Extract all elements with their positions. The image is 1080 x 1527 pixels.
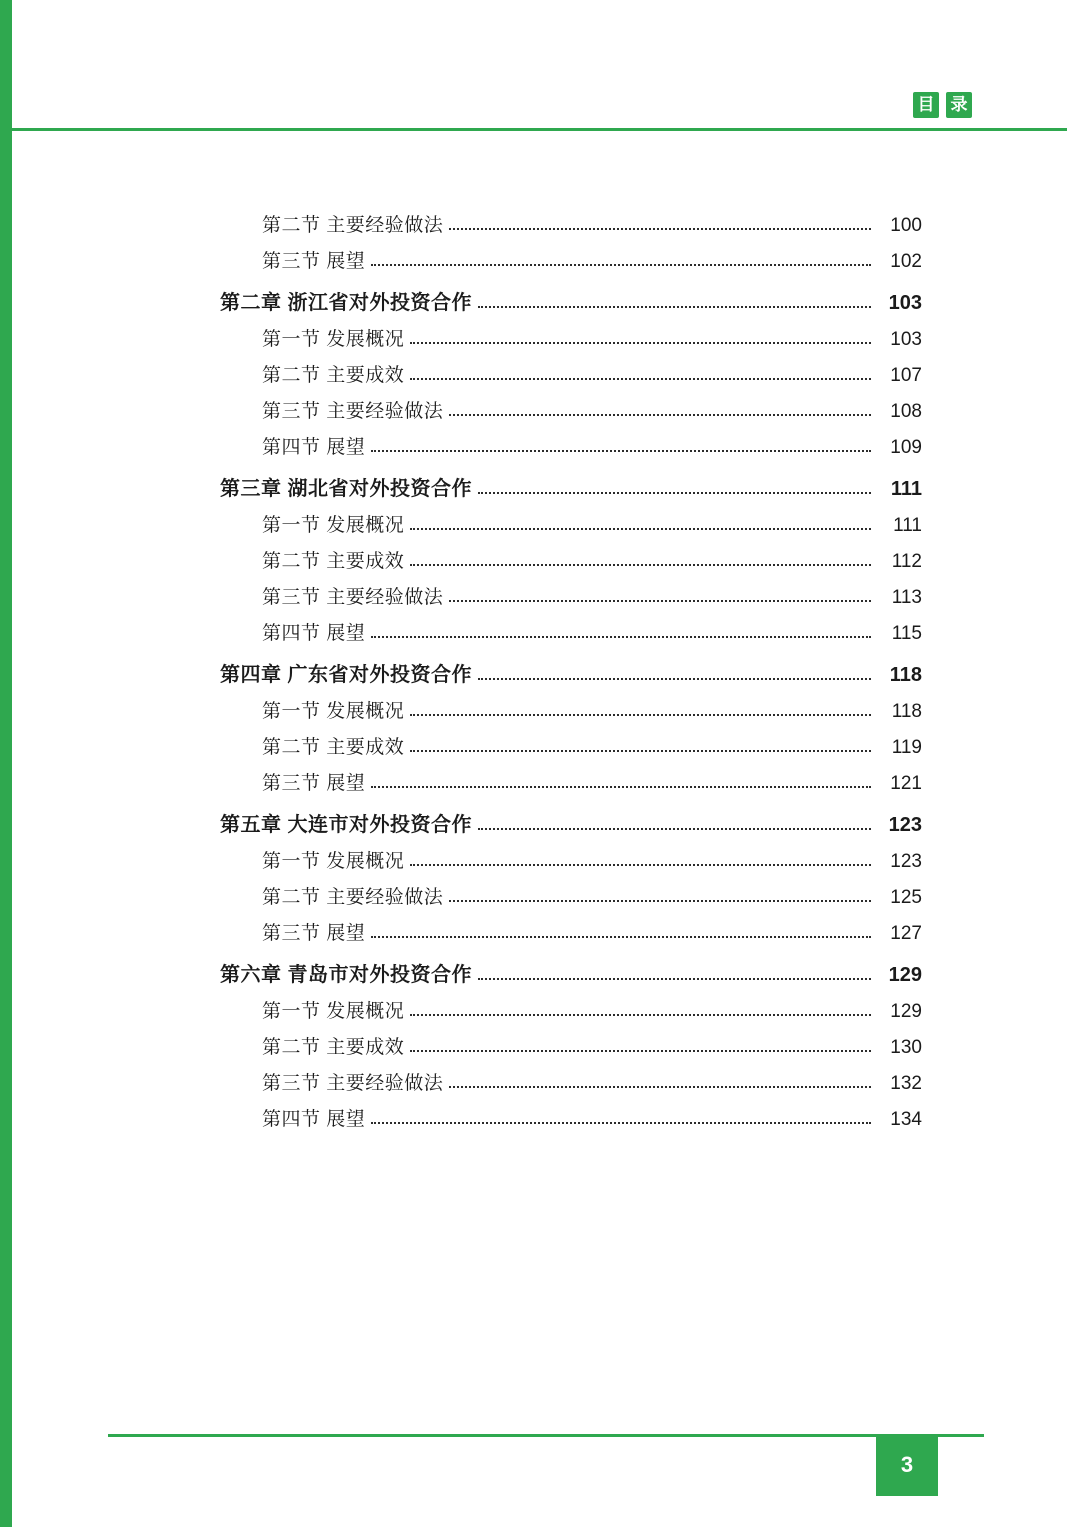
toc-entry-label: 第二节 主要成效 xyxy=(262,1037,405,1058)
toc-entry[interactable] xyxy=(12,846,1052,873)
toc-leader-dots xyxy=(478,491,871,494)
toc-leader-dots xyxy=(410,563,871,566)
toc-leader-dots xyxy=(410,713,871,716)
toc-entry[interactable] xyxy=(12,324,1052,351)
toc-entry-page: 100 xyxy=(890,215,922,236)
toc-entry-label: 第四章 广东省对外投资合作 xyxy=(220,664,473,686)
toc-leader-dots xyxy=(410,527,871,530)
header-label-char-2: 录 xyxy=(946,92,972,118)
toc-leader-dots xyxy=(410,377,871,380)
toc-entry-label: 第三节 主要经验做法 xyxy=(262,401,444,422)
toc-leader-dots xyxy=(410,1013,871,1016)
toc-entry[interactable] xyxy=(12,210,1052,237)
toc-entry-label: 第三节 展望 xyxy=(262,251,366,272)
toc-leader-dots xyxy=(371,1121,871,1124)
toc-leader-dots xyxy=(371,935,871,938)
toc-entry-page: 111 xyxy=(893,515,922,536)
footer-divider xyxy=(108,1434,984,1437)
toc-leader-dots xyxy=(410,863,871,866)
toc-entry-page: 108 xyxy=(890,401,922,422)
toc-leader-dots xyxy=(449,1085,871,1088)
table-of-contents xyxy=(12,210,1052,1140)
toc-entry-label: 第三节 展望 xyxy=(262,923,366,944)
toc-entry[interactable] xyxy=(12,546,1052,573)
toc-entry-page: 102 xyxy=(890,251,922,272)
toc-leader-dots xyxy=(371,635,871,638)
toc-entry[interactable] xyxy=(12,472,1052,501)
toc-entry-label: 第一节 发展概况 xyxy=(262,701,405,722)
toc-entry-label: 第一节 发展概况 xyxy=(262,1001,405,1022)
toc-entry-label: 第四节 展望 xyxy=(262,437,366,458)
toc-entry-page: 111 xyxy=(890,478,922,500)
toc-entry-page: 130 xyxy=(890,1037,922,1058)
toc-entry-page: 109 xyxy=(890,437,922,458)
toc-leader-dots xyxy=(449,227,871,230)
toc-entry-label: 第二节 主要经验做法 xyxy=(262,887,444,908)
toc-entry-page: 123 xyxy=(888,814,922,836)
toc-entry-page: 103 xyxy=(888,292,922,314)
toc-entry-label: 第一节 发展概况 xyxy=(262,515,405,536)
toc-entry[interactable] xyxy=(12,1032,1052,1059)
toc-leader-dots xyxy=(478,305,871,308)
toc-entry-label: 第二节 主要成效 xyxy=(262,737,405,758)
toc-leader-dots xyxy=(410,341,871,344)
toc-leader-dots xyxy=(371,263,871,266)
toc-entry-page: 112 xyxy=(891,551,922,572)
toc-entry-page: 118 xyxy=(891,701,922,722)
toc-leader-dots xyxy=(410,1049,871,1052)
toc-entry-label: 第四节 展望 xyxy=(262,1109,366,1130)
toc-entry[interactable] xyxy=(12,958,1052,987)
toc-entry-label: 第四节 展望 xyxy=(262,623,366,644)
toc-entry[interactable] xyxy=(12,918,1052,945)
toc-entry[interactable] xyxy=(12,360,1052,387)
toc-entry[interactable] xyxy=(12,582,1052,609)
toc-entry-label: 第三章 湖北省对外投资合作 xyxy=(220,478,473,500)
toc-entry-page: 107 xyxy=(890,365,922,386)
page-header xyxy=(12,0,1080,132)
toc-entry-page: 134 xyxy=(890,1109,922,1130)
toc-leader-dots xyxy=(478,677,871,680)
toc-entry-label: 第六章 青岛市对外投资合作 xyxy=(220,964,473,986)
toc-entry[interactable] xyxy=(12,432,1052,459)
toc-entry[interactable] xyxy=(12,1068,1052,1095)
toc-entry-label: 第二章 浙江省对外投资合作 xyxy=(220,292,473,314)
toc-entry-page: 113 xyxy=(891,587,922,608)
toc-leader-dots xyxy=(449,413,871,416)
toc-entry[interactable] xyxy=(12,996,1052,1023)
toc-entry-page: 119 xyxy=(891,737,922,758)
page-edge-accent-bar xyxy=(0,0,12,1527)
toc-entry[interactable] xyxy=(12,1104,1052,1131)
toc-entry-page: 103 xyxy=(890,329,922,350)
toc-entry-label: 第一节 发展概况 xyxy=(262,329,405,350)
toc-entry[interactable] xyxy=(12,882,1052,909)
toc-entry-label: 第三节 主要经验做法 xyxy=(262,1073,444,1094)
toc-entry-label: 第三节 主要经验做法 xyxy=(262,587,444,608)
toc-entry[interactable] xyxy=(12,286,1052,315)
toc-entry-label: 第三节 展望 xyxy=(262,773,366,794)
toc-entry-label: 第一节 发展概况 xyxy=(262,851,405,872)
toc-leader-dots xyxy=(478,827,871,830)
toc-entry[interactable] xyxy=(12,510,1052,537)
toc-entry-label: 第五章 大连市对外投资合作 xyxy=(220,814,473,836)
toc-entry-page: 123 xyxy=(890,851,922,872)
toc-entry-label: 第二节 主要经验做法 xyxy=(262,215,444,236)
toc-entry[interactable] xyxy=(12,396,1052,423)
toc-entry[interactable] xyxy=(12,658,1052,687)
toc-entry[interactable] xyxy=(12,808,1052,837)
toc-entry-page: 125 xyxy=(890,887,922,908)
toc-entry-label: 第二节 主要成效 xyxy=(262,365,405,386)
toc-entry-page: 129 xyxy=(888,964,922,986)
toc-entry-page: 118 xyxy=(889,664,922,686)
toc-entry-page: 129 xyxy=(890,1001,922,1022)
toc-entry[interactable] xyxy=(12,246,1052,273)
toc-entry-page: 132 xyxy=(890,1073,922,1094)
page-number-badge: 3 xyxy=(876,1434,938,1496)
toc-entry-page: 127 xyxy=(890,923,922,944)
toc-entry[interactable] xyxy=(12,768,1052,795)
toc-entry-label: 第二节 主要成效 xyxy=(262,551,405,572)
toc-entry[interactable] xyxy=(12,696,1052,723)
toc-leader-dots xyxy=(371,449,871,452)
header-label-char-1: 目 xyxy=(913,92,939,118)
toc-entry-page: 115 xyxy=(891,623,922,644)
toc-entry[interactable] xyxy=(12,732,1052,759)
toc-leader-dots xyxy=(371,785,871,788)
header-divider xyxy=(12,128,1067,131)
toc-leader-dots xyxy=(449,899,871,902)
toc-leader-dots xyxy=(410,749,871,752)
toc-entry[interactable] xyxy=(12,618,1052,645)
toc-leader-dots xyxy=(478,977,871,980)
toc-leader-dots xyxy=(449,599,871,602)
toc-entry-page: 121 xyxy=(890,773,922,794)
header-section-label xyxy=(913,92,972,118)
